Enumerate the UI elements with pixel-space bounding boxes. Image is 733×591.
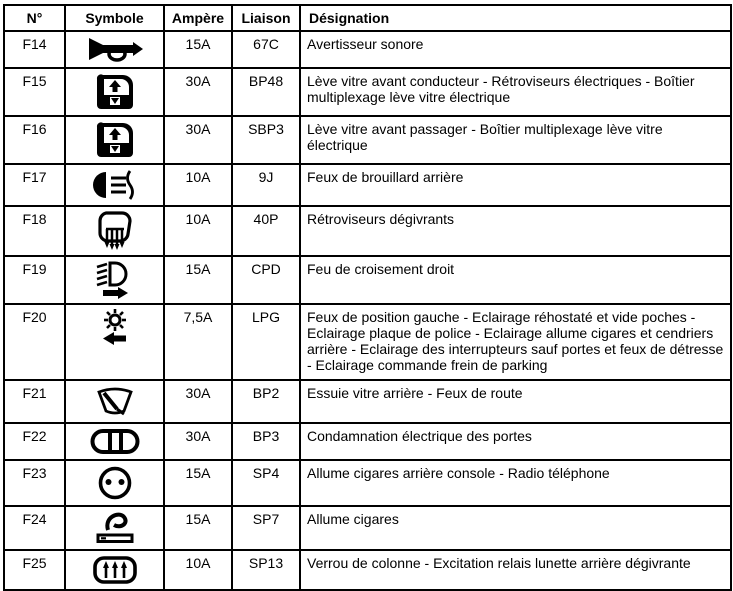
fuse-liaison: 67C <box>232 31 300 68</box>
fuse-designation: Allume cigares arrière console - Radio téléphone <box>300 460 731 506</box>
table-row <box>4 31 731 68</box>
table-row <box>4 206 731 256</box>
low-beam-right-icon <box>93 261 137 277</box>
fuse-symbol-cell <box>65 460 164 506</box>
table-row <box>4 423 731 460</box>
fuse-ampere: 15A <box>164 460 232 506</box>
table-row <box>4 68 731 116</box>
fuse-symbol-cell <box>65 116 164 164</box>
fuse-ampere: 30A <box>164 116 232 164</box>
fuse-designation: Avertisseur sonore <box>300 31 731 68</box>
fuse-symbol-cell <box>65 550 164 590</box>
fuse-designation: Essuie vitre arrière - Feux de route <box>300 380 731 423</box>
fuse-symbol-cell <box>65 164 164 206</box>
fuse-ampere: 7,5A <box>164 304 232 380</box>
fuse-symbol-cell <box>65 380 164 423</box>
header-liaison: Liaison <box>232 5 300 31</box>
fuse-number: F19 <box>4 256 65 304</box>
door-lock-icon <box>90 428 140 444</box>
table-row <box>4 256 731 304</box>
window-lifter-icon <box>95 73 135 89</box>
fuse-ampere: 30A <box>164 68 232 116</box>
heated-rear-window-icon <box>92 555 138 571</box>
fuse-designation: Allume cigares <box>300 506 731 550</box>
position-light-icon <box>97 309 133 325</box>
fuse-ampere: 15A <box>164 31 232 68</box>
table-row <box>4 164 731 206</box>
fuse-symbol-cell <box>65 256 164 304</box>
header-symbole: Symbole <box>65 5 164 31</box>
fuse-number: F14 <box>4 31 65 68</box>
fuse-liaison: BP3 <box>232 423 300 460</box>
fuse-liaison: 40P <box>232 206 300 256</box>
fuse-number: F22 <box>4 423 65 460</box>
fuse-designation: Lève vitre avant passager - Boîtier multiplexage lève vitre électrique <box>300 116 731 164</box>
fuse-number: F21 <box>4 380 65 423</box>
horn-icon <box>86 36 144 52</box>
fuse-designation: Lève vitre avant conducteur - Rétroviseurs électriques - Boîtier multiplexage lève vitre électrique <box>300 68 731 116</box>
header-no: N° <box>4 5 65 31</box>
table-row <box>4 550 731 590</box>
fuse-liaison: SP7 <box>232 506 300 550</box>
table-row <box>4 304 731 380</box>
fuse-symbol-cell <box>65 506 164 550</box>
fuse-liaison: SP13 <box>232 550 300 590</box>
fuse-symbol-cell <box>65 304 164 380</box>
fuse-designation: Feu de croisement droit <box>300 256 731 304</box>
fuse-ampere: 10A <box>164 550 232 590</box>
fuse-designation: Feux de position gauche - Eclairage réhostaté et vide poches - Eclairage plaque de police - Eclairage allume cigares et cendriers arrière - Eclairage des interrupteurs sauf portes et feux de détresse - Eclairage commande frein de parking <box>300 304 731 380</box>
fuse-liaison: SBP3 <box>232 116 300 164</box>
fuse-designation: Condamnation électrique des portes <box>300 423 731 460</box>
window-lifter-icon <box>95 121 135 137</box>
fuse-ampere: 15A <box>164 256 232 304</box>
fuse-table <box>3 4 732 591</box>
table-header <box>4 5 731 31</box>
fuse-liaison: SP4 <box>232 460 300 506</box>
fuse-liaison: LPG <box>232 304 300 380</box>
socket-icon <box>97 465 133 481</box>
fuse-number: F24 <box>4 506 65 550</box>
rear-fog-light-icon <box>93 169 137 185</box>
fuse-symbol-cell <box>65 206 164 256</box>
fuse-symbol-cell <box>65 68 164 116</box>
table-row <box>4 380 731 423</box>
fuse-ampere: 10A <box>164 164 232 206</box>
fuse-liaison: CPD <box>232 256 300 304</box>
fuse-liaison: BP48 <box>232 68 300 116</box>
fuse-symbol-cell <box>65 31 164 68</box>
fuse-number: F15 <box>4 68 65 116</box>
table-body <box>4 31 731 590</box>
cigarette-lighter-icon <box>93 511 137 527</box>
fuse-number: F16 <box>4 116 65 164</box>
fuse-number: F23 <box>4 460 65 506</box>
table-row <box>4 116 731 164</box>
fuse-ampere: 10A <box>164 206 232 256</box>
table-row <box>4 506 731 550</box>
fuse-ampere: 15A <box>164 506 232 550</box>
fuse-liaison: 9J <box>232 164 300 206</box>
fuse-ampere: 30A <box>164 380 232 423</box>
fuse-liaison: BP2 <box>232 380 300 423</box>
heated-mirror-icon <box>94 211 136 227</box>
fuse-designation: Verrou de colonne - Excitation relais lunette arrière dégivrante <box>300 550 731 590</box>
header-ampere: Ampère <box>164 5 232 31</box>
fuse-number: F18 <box>4 206 65 256</box>
fuse-ampere: 30A <box>164 423 232 460</box>
fuse-symbol-cell <box>65 423 164 460</box>
header-designation: Désignation <box>300 5 731 31</box>
wiper-icon <box>93 385 137 401</box>
fuse-number: F17 <box>4 164 65 206</box>
fuse-number: F25 <box>4 550 65 590</box>
fuse-designation: Rétroviseurs dégivrants <box>300 206 731 256</box>
table-row <box>4 460 731 506</box>
fuse-designation: Feux de brouillard arrière <box>300 164 731 206</box>
fuse-number: F20 <box>4 304 65 380</box>
